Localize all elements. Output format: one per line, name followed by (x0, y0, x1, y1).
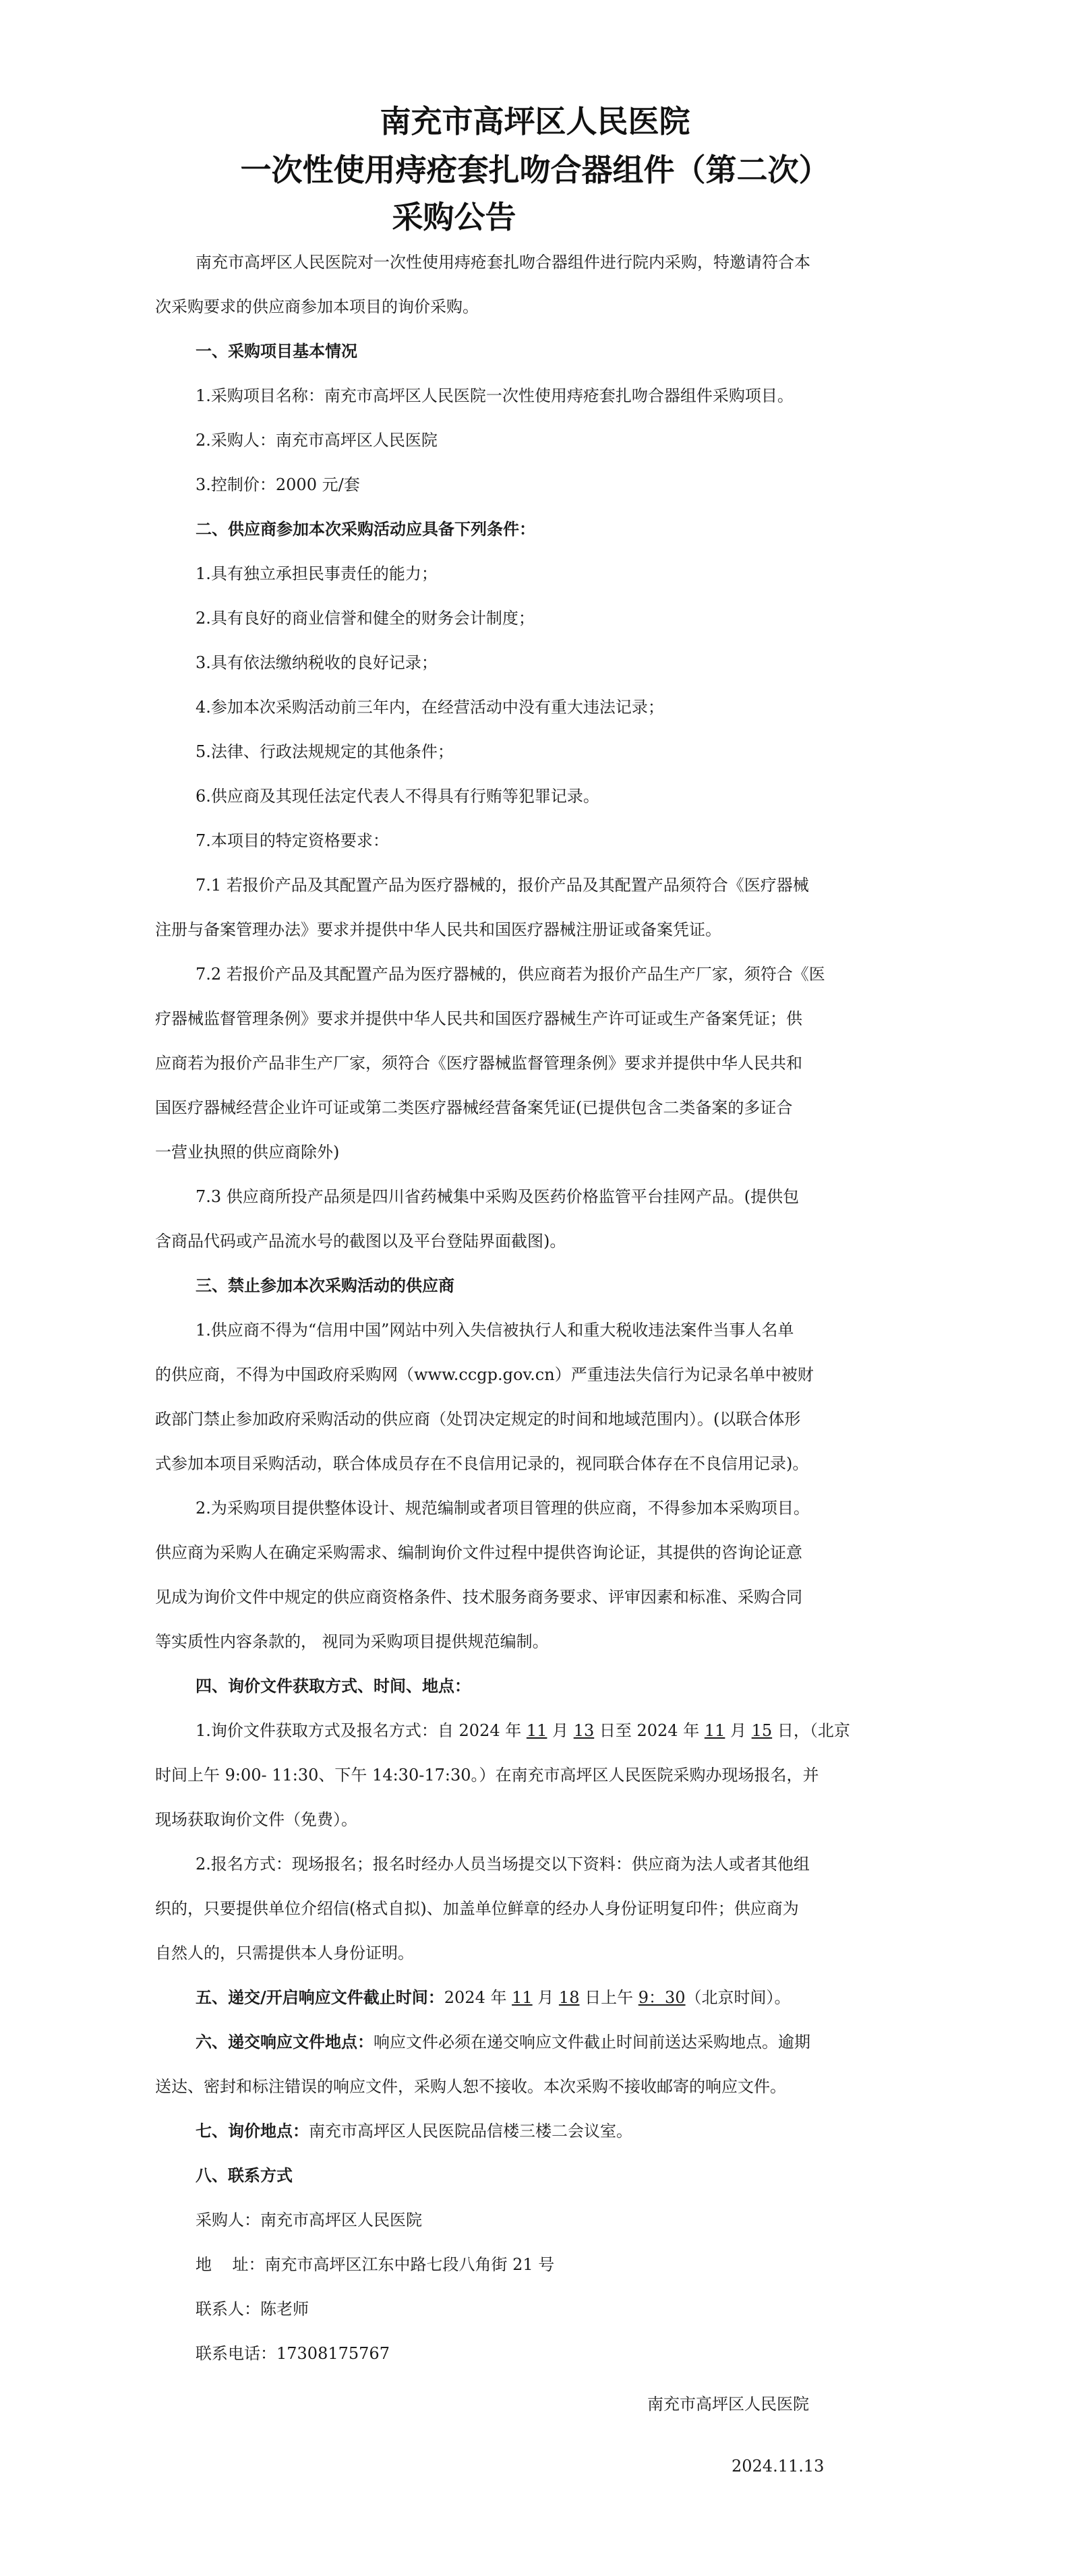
para-line: 现场获取询价文件（免费）。 (155, 1810, 357, 1829)
list-item: 3.具有依法缴纳税收的良好记录； (196, 653, 438, 672)
section-heading: 八、联系方式 (196, 2165, 293, 2185)
req-7-3-line: 含商品代码或产品流水号的截图以及平台登陆界面截图)。 (155, 1232, 566, 1251)
list-item: 2.具有良好的商业信誉和健全的财务会计制度； (196, 609, 535, 628)
list-item: 4.参加本次采购活动前三年内，在经营活动中没有重大违法记录； (196, 698, 664, 717)
list-item: 7.本项目的特定资格要求： (196, 831, 389, 850)
section-heading: 四、询价文件获取方式、时间、地点： (196, 1676, 471, 1696)
title-item: 一次性使用痔疮套扎吻合器组件（第二次） (240, 152, 830, 188)
contact-purchaser: 采购人：南充市高坪区人民医院 (196, 2211, 422, 2229)
signature-date: 2024.11.13 (732, 2457, 825, 2476)
date-day: 15 (751, 1721, 773, 1740)
req-7-3-line: 7.3 供应商所投产品须是四川省药械集中采购及医药价格监管平台挂网产品。(提供包 (196, 1187, 800, 1206)
section-2 (155, 507, 937, 1263)
section-1 (196, 329, 937, 507)
req-7-2-line: 7.2 若报价产品及其配置产品为医疗器械的，供应商若为报价产品生产厂家，须符合《医 (196, 965, 825, 984)
para-line: 2.报名方式：现场报名；报名时经办人员当场提交以下资料：供应商为法人或者其他组 (196, 1855, 810, 1874)
date-month: 11 (526, 1721, 547, 1740)
section-8 (196, 2153, 937, 2376)
para-line: 等实质性内容条款的， 视同为采购项目提供规范编制。 (155, 1632, 549, 1651)
section-3 (155, 1263, 937, 1664)
list-item: 1.具有独立承担民事责任的能力； (196, 564, 438, 583)
title-hospital: 南充市高坪区人民医院 (380, 103, 690, 140)
section-7 (196, 2109, 937, 2153)
section-4 (155, 1664, 937, 1975)
deadline-time: 9：30 (638, 1988, 686, 2007)
para-line: 织的，只要提供单位介绍信(格式自拟)、加盖单位鲜章的经办人身份证明复印件；供应商为 (155, 1899, 799, 1918)
section-6 (155, 2020, 937, 2109)
para-line: 1.询价文件获取方式及报名方式：自 2024 年 11 月 13 日至 2024 年 11 月 15 日，（北京 (196, 1721, 850, 1740)
para-line: 2.为采购项目提供整体设计、规范编制或者项目管理的供应商，不得参加本采购项目。 (196, 1499, 810, 1518)
signature-org: 南充市高坪区人民医院 (647, 2395, 809, 2414)
title-announcement: 采购公告 (392, 199, 516, 235)
section-5 (196, 1975, 937, 2020)
list-item: 2.采购人：南充市高坪区人民医院 (196, 431, 438, 450)
section-heading: 七、询价地点： (196, 2121, 309, 2140)
para-line: 的供应商，不得为中国政府采购网（www.ccgp.gov.cn）严重违法失信行为记录名单中被财 (155, 1365, 814, 1384)
deadline-day: 18 (558, 1988, 580, 2007)
intro-paragraph (155, 240, 937, 329)
req-7-2-line: 一营业执照的供应商除外) (155, 1143, 340, 1162)
list-item: 6.供应商及其现任法定代表人不得具有行贿等犯罪记录。 (196, 787, 599, 806)
para-line: 自然人的，只需提供本人身份证明。 (155, 1944, 414, 1963)
date-day: 13 (573, 1721, 595, 1740)
section-heading: 一、采购项目基本情况 (196, 341, 357, 361)
section-heading: 二、供应商参加本次采购活动应具备下列条件： (196, 519, 535, 539)
para-line: 政部门禁止参加政府采购活动的供应商（处罚决定规定的时间和地域范围内）。(以联合体形 (155, 1410, 801, 1429)
section-heading: 六、递交响应文件地点： (196, 2032, 374, 2051)
deadline-line: 五、递交/开启响应文件截止时间：2024 年 11 月 18 日上午 9：30（北京时间）。 (196, 1987, 791, 2007)
intro-line: 次采购要求的供应商参加本项目的询价采购。 (155, 297, 479, 316)
list-item: 1.采购项目名称：南充市高坪区人民医院一次性使用痔疮套扎吻合器组件采购项目。 (196, 386, 794, 405)
contact-address: 地 址：南充市高坪区江东中路七段八角街 21 号 (196, 2255, 555, 2274)
para-line: 式参加本项目采购活动，联合体成员存在不良信用记录的，视同联合体存在不良信用记录)。 (155, 1454, 809, 1473)
para-line: 七、询价地点：南充市高坪区人民医院品信楼三楼二会议室。 (196, 2121, 632, 2140)
para-line: 供应商为采购人在确定采购需求、编制询价文件过程中提供咨询论证，其提供的咨询论证意 (155, 1543, 802, 1562)
para-line: 六、递交响应文件地点：响应文件必须在递交响应文件截止时间前送达采购地点。逾期 (196, 2032, 810, 2051)
para-line: 送达、密封和标注错误的响应文件，采购人恕不接收。本次采购不接收邮寄的响应文件。 (155, 2077, 786, 2096)
para-line: 1.供应商不得为“信用中国”网站中列入失信被执行人和重大税收违法案件当事人名单 (196, 1321, 794, 1340)
list-item: 5.法律、行政法规规定的其他条件； (196, 742, 454, 761)
req-7-1-line: 7.1 若报价产品及其配置产品为医疗器械的，报价产品及其配置产品须符合《医疗器械 (196, 876, 809, 895)
section-heading: 五、递交/开启响应文件截止时间： (196, 1987, 444, 2007)
section-heading: 三、禁止参加本次采购活动的供应商 (196, 1276, 454, 1295)
date-month: 11 (704, 1721, 725, 1740)
contact-phone: 联系电话：17308175767 (196, 2344, 390, 2363)
contact-person: 联系人：陈老师 (196, 2300, 309, 2318)
intro-line: 南充市高坪区人民医院对一次性使用痔疮套扎吻合器组件进行院内采购，特邀请符合本 (196, 253, 810, 272)
req-7-2-line: 应商若为报价产品非生产厂家，须符合《医疗器械监督管理条例》要求并提供中华人民共和 (155, 1054, 802, 1073)
para-line: 见成为询价文件中规定的供应商资格条件、技术服务商务要求、评审因素和标准、采购合同 (155, 1588, 802, 1607)
para-line: 时间上午 9:00- 11:30、下午 14:30-17:30。）在南充市高坪区人民医院采购办现场报名，并 (155, 1766, 819, 1785)
deadline-month: 11 (512, 1988, 533, 2007)
req-7-1-line: 注册与备案管理办法》要求并提供中华人民共和国医疗器械注册证或备案凭证。 (155, 920, 721, 939)
req-7-2-line: 疗器械监督管理条例》要求并提供中华人民共和国医疗器械生产许可证或生产备案凭证；供 (155, 1009, 802, 1028)
list-item: 3.控制价：2000 元/套 (196, 475, 360, 494)
req-7-2-line: 国医疗器械经营企业许可证或第二类医疗器械经营备案凭证(已提供包含二类备案的多证合 (155, 1098, 793, 1117)
